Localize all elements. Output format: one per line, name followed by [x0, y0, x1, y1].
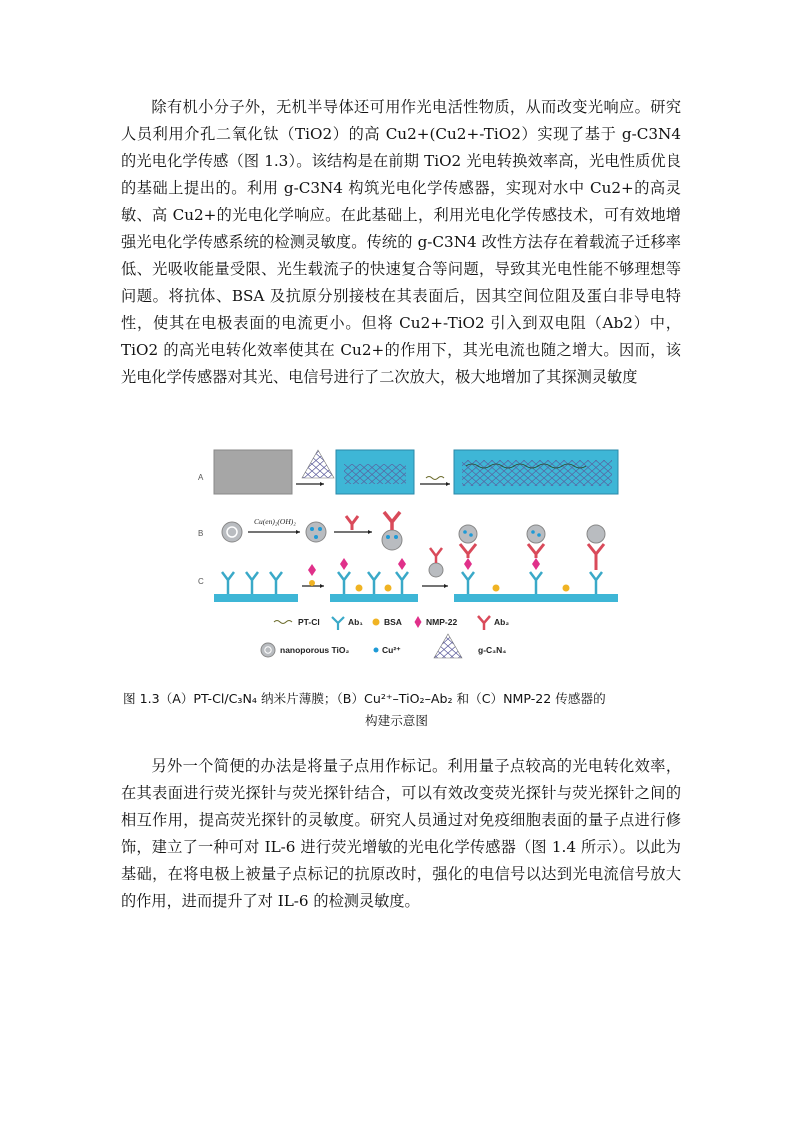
ptcl-legend-icon: [274, 621, 292, 624]
ptcl-wave-icon: [426, 477, 444, 480]
gcn-sheet-icon: [302, 450, 334, 478]
tio2-legend-icon: [261, 643, 275, 657]
cu-legend-icon: [374, 648, 379, 653]
figure-caption-line-1: 图 1.3（A）PT-Cl/C₃N₄ 纳米片薄膜；（B）Cu²⁺–TiO₂–Ab₂ 和（C）NMP-22 传感器的: [123, 691, 606, 706]
ab2-icon: [346, 516, 358, 530]
figure-legend: [261, 616, 509, 658]
cu-tio2-ab2-conjugate: [382, 512, 402, 550]
gcn-legend-icon: [434, 634, 462, 658]
legend-gcn: g-C₃N₄: [478, 645, 507, 655]
ab1-array: [222, 572, 282, 594]
legend-ptcl: PT-Cl: [298, 617, 320, 627]
tio2-particle-icon: [222, 522, 242, 542]
ab1-legend-icon: [332, 617, 344, 630]
nmp22-icon: [308, 564, 316, 576]
row-label-a: A: [198, 473, 204, 482]
sandwich-complex: [459, 525, 605, 570]
electrode-c1: [214, 594, 298, 602]
row-label-b: B: [198, 529, 204, 538]
legend-bsa: BSA: [384, 617, 402, 627]
electrode-c3: [454, 594, 618, 602]
ab2-legend-icon: [478, 616, 490, 630]
legend-cu: Cu²⁺: [382, 645, 401, 655]
legend-ab1: Ab₁: [348, 617, 363, 627]
body-paragraph-1: 除有机小分子外，无机半导体还可用作光电活性物质，从而改变光响应。研究人员利用介孔二氧化钛（TiO2）的高 Cu2+(Cu2+-TiO2）实现了基于 g-C3N4 的光电化学传感（图 1.3）。该结构是在前期 TiO2 光电转换效率高，光电性质优良的基础上提出的。利用 g-C3N4 构筑光电化学传感器，实现对水中 Cu2+的高灵敏、高 Cu2+的光电化学响应。在此基础上，利用光电化学传感技术，可有效地增强光电化学传感系统的检测灵敏度。传统的 g-C3N4 改性方法存在着载流子迁移率低、光吸收能量受限、光生载流子的快速复合等问题，导致其光电性能不够理想等问题。将抗体、BSA 及抗原分别接枝在其表面后，因其空间位阻及蛋白非导电特性，使其在电极表面的电流更小。但将 Cu2+-TiO2 引入到双电阻（Ab2）中，TiO2 的高光电转化效率使其在 Cu2+的作用下，其光电流也随之增大。因而，该光电化学传感器对其光、电信号进行了二次放大，极大地增加了其探测灵敏度: [121, 98, 681, 386]
nmp22-legend-icon: [415, 616, 422, 628]
row-label-c: C: [198, 577, 204, 586]
body-paragraph-2: 另外一个简便的办法是将量子点用作标记。利用量子点较高的光电转化效率，在其表面进行荧光探针与荧光探针结合，可以有效改变荧光探针与荧光探针之间的相互作用，提高荧光探针的灵敏度。研究人员通过对免疫细胞表面的量子点进行修饰，建立了一种可对 IL-6 进行荧光增敏的光电化学传感器（图 1.4 所示）。以此为基础，在将电极上被量子点标记的抗原改时，强化的电信号以达到光电流信号放大的作用，进而提升了对 IL-6 的检测灵敏度。: [121, 757, 681, 910]
substrate-plate: [214, 450, 292, 494]
legend-nmp22: NMP-22: [426, 617, 458, 627]
legend-ab2: Ab₂: [494, 617, 510, 627]
bsa-icon: [309, 580, 315, 586]
legend-tio2: nanoporous TiO₂: [280, 645, 350, 655]
bsa-legend-icon: [373, 619, 380, 626]
electrode-c2: [330, 594, 418, 602]
reagent-label: Cu(en)₂(OH)₂: [254, 517, 296, 526]
figure-caption-line-2: 构建示意图: [365, 713, 428, 728]
figure-1-3-schematic: [196, 436, 626, 674]
